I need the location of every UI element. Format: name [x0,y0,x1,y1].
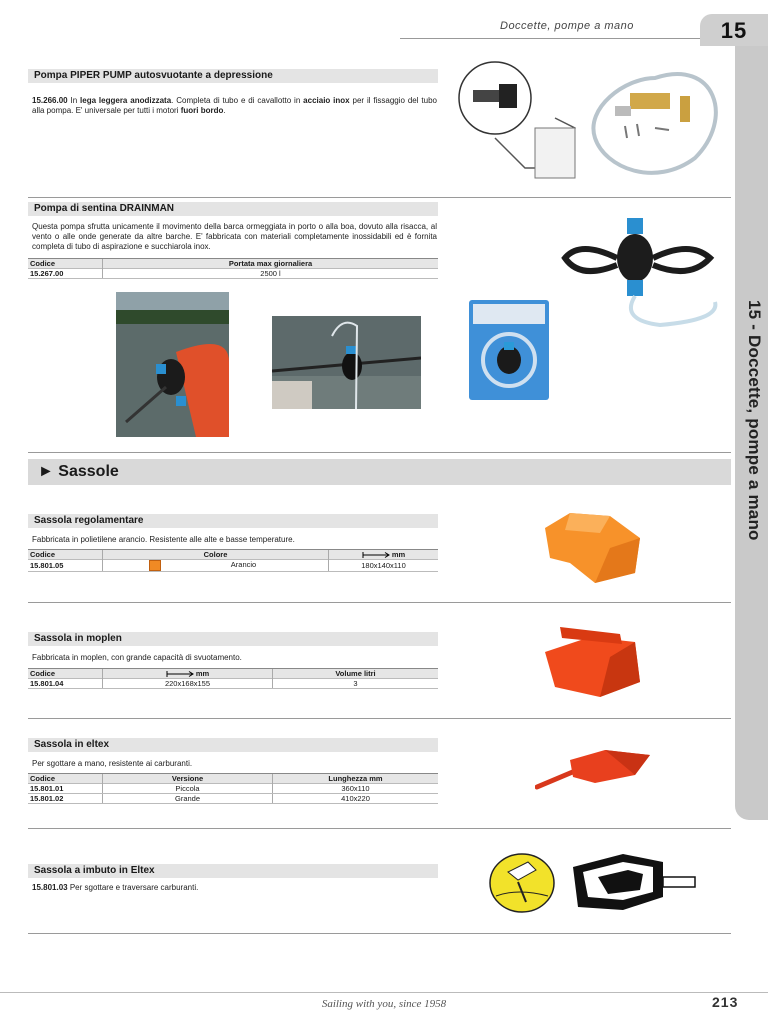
cell-code: 15.801.01 [28,784,103,794]
divider-4 [28,718,731,719]
sassola-eltex-image [535,745,655,795]
divider-3 [28,602,731,603]
cell-size: 220x168x155 [103,679,273,689]
moplen-description: Fabbricata in moplen, con grande capacità di svuotamento. [32,653,242,662]
cell-version: Grande [103,794,273,804]
moplen-title: Sassola in moplen [28,632,438,646]
piper-text-2: . Completa di tubo e di cavallotto in [171,96,304,105]
sassole-section-title [28,459,731,485]
col-version: Versione [103,774,273,784]
col-flow: Portata max giornaliera [103,259,439,269]
col-color: Colore [103,550,329,560]
triangle-bullet-icon: ► [38,463,54,480]
drainman-package-image [469,300,549,400]
page-number: 213 [712,994,739,1010]
eltex-table [28,773,438,804]
color-swatch [149,560,161,571]
drainman-pump-image [560,210,730,335]
divider-5 [28,828,731,829]
imbuto-scoop-image [568,852,703,914]
drainman-photo-lake [116,292,229,437]
divider-1 [28,197,731,198]
chapter-number: 15 [700,14,768,46]
col-length: Lunghezza mm [273,774,439,784]
moplen-table [28,668,438,689]
drainman-photo-mooring [272,316,421,409]
width-arrow-icon [362,552,390,558]
cell-code: 15.801.02 [28,794,103,804]
table-row [28,269,438,279]
col-code: Codice [28,550,103,560]
table-row [28,784,438,794]
imbuto-title: Sassola a imbuto in Eltex [28,864,438,878]
piper-title: Pompa PIPER PUMP autosvuotante a depressione [28,69,438,83]
piper-description [32,96,437,116]
imbuto-usage-illustration [488,852,558,914]
table-row [28,794,438,804]
width-arrow-icon [166,671,194,677]
cell-code: 15.801.05 [28,560,103,572]
cell-flow: 2500 l [103,269,439,279]
eltex-title: Sassola in eltex [28,738,438,752]
sassole-title: Sassole [58,463,119,480]
col-code: Codice [28,774,103,784]
piper-bold-1: lega leggera anodizzata [80,96,172,105]
piper-text-4: . [223,106,226,115]
cell-size: 180x140x110 [329,560,439,572]
sidebar-label: 15 - Doccette, pompe a mano [745,300,764,541]
cell-volume: 3 [273,679,439,689]
table-row [28,560,438,572]
drainman-table [28,258,438,279]
piper-text-1: In [67,96,81,105]
divider-6 [28,933,731,934]
header-rule [400,38,700,39]
cell-color [103,560,329,572]
piper-bold-3: fuori bordo [180,106,224,115]
footer-slogan: Sailing with you, since 1958 [321,998,447,1010]
regolamentare-title: Sassola regolamentare [28,514,438,528]
footer-rule [0,992,768,993]
sassola-moplen-image [540,622,645,702]
cell-color-label: Arancio [230,560,257,569]
col-code: Codice [28,259,103,269]
imbuto-text: Per sgottare e traversare carburanti. [67,883,199,892]
table-row [28,679,438,689]
cell-code: 15.801.04 [28,679,103,689]
sassola-regolamentare-image [540,508,645,588]
cell-length: 360x110 [273,784,439,794]
piper-bold-2: acciaio inox [303,96,350,105]
col-volume: Volume litri [273,669,439,679]
cell-code: 15.267.00 [28,269,103,279]
col-code: Codice [28,669,103,679]
cell-version: Piccola [103,784,273,794]
piper-pump-image [455,58,735,190]
col-size [329,550,439,560]
imbuto-code: 15.801.03 [32,883,68,892]
cell-length: 410x220 [273,794,439,804]
regolamentare-description: Fabbricata in polietilene arancio. Resistente alle alte e basse temperature. [32,535,295,544]
regolamentare-table [28,549,438,572]
divider-2 [28,452,731,453]
piper-code: 15.266.00 [32,96,68,105]
drainman-title: Pompa di sentina DRAINMAN [28,202,438,216]
col-size [103,669,273,679]
col-size-label: mm [195,669,210,678]
header-title: Doccette, pompe a mano [500,20,634,32]
col-size-label: mm [391,550,406,559]
imbuto-description [32,883,437,893]
piper-text-3: per il fissaggio del tubo alla pompa. E' universale per tutti i motori [32,96,437,115]
drainman-description: Questa pompa sfrutta unicamente il movimento della barca ormeggiata in porto o alla boa, dovuto alla risacca, al vento o alle onde generate da altre barche. E' fabbricata con materiali completamente inossidabili ed è fornita completa di tubo di aspirazione e succhiarola inox. [32,222,437,251]
eltex-description: Per sgottare a mano, resistente ai carburanti. [32,759,193,768]
